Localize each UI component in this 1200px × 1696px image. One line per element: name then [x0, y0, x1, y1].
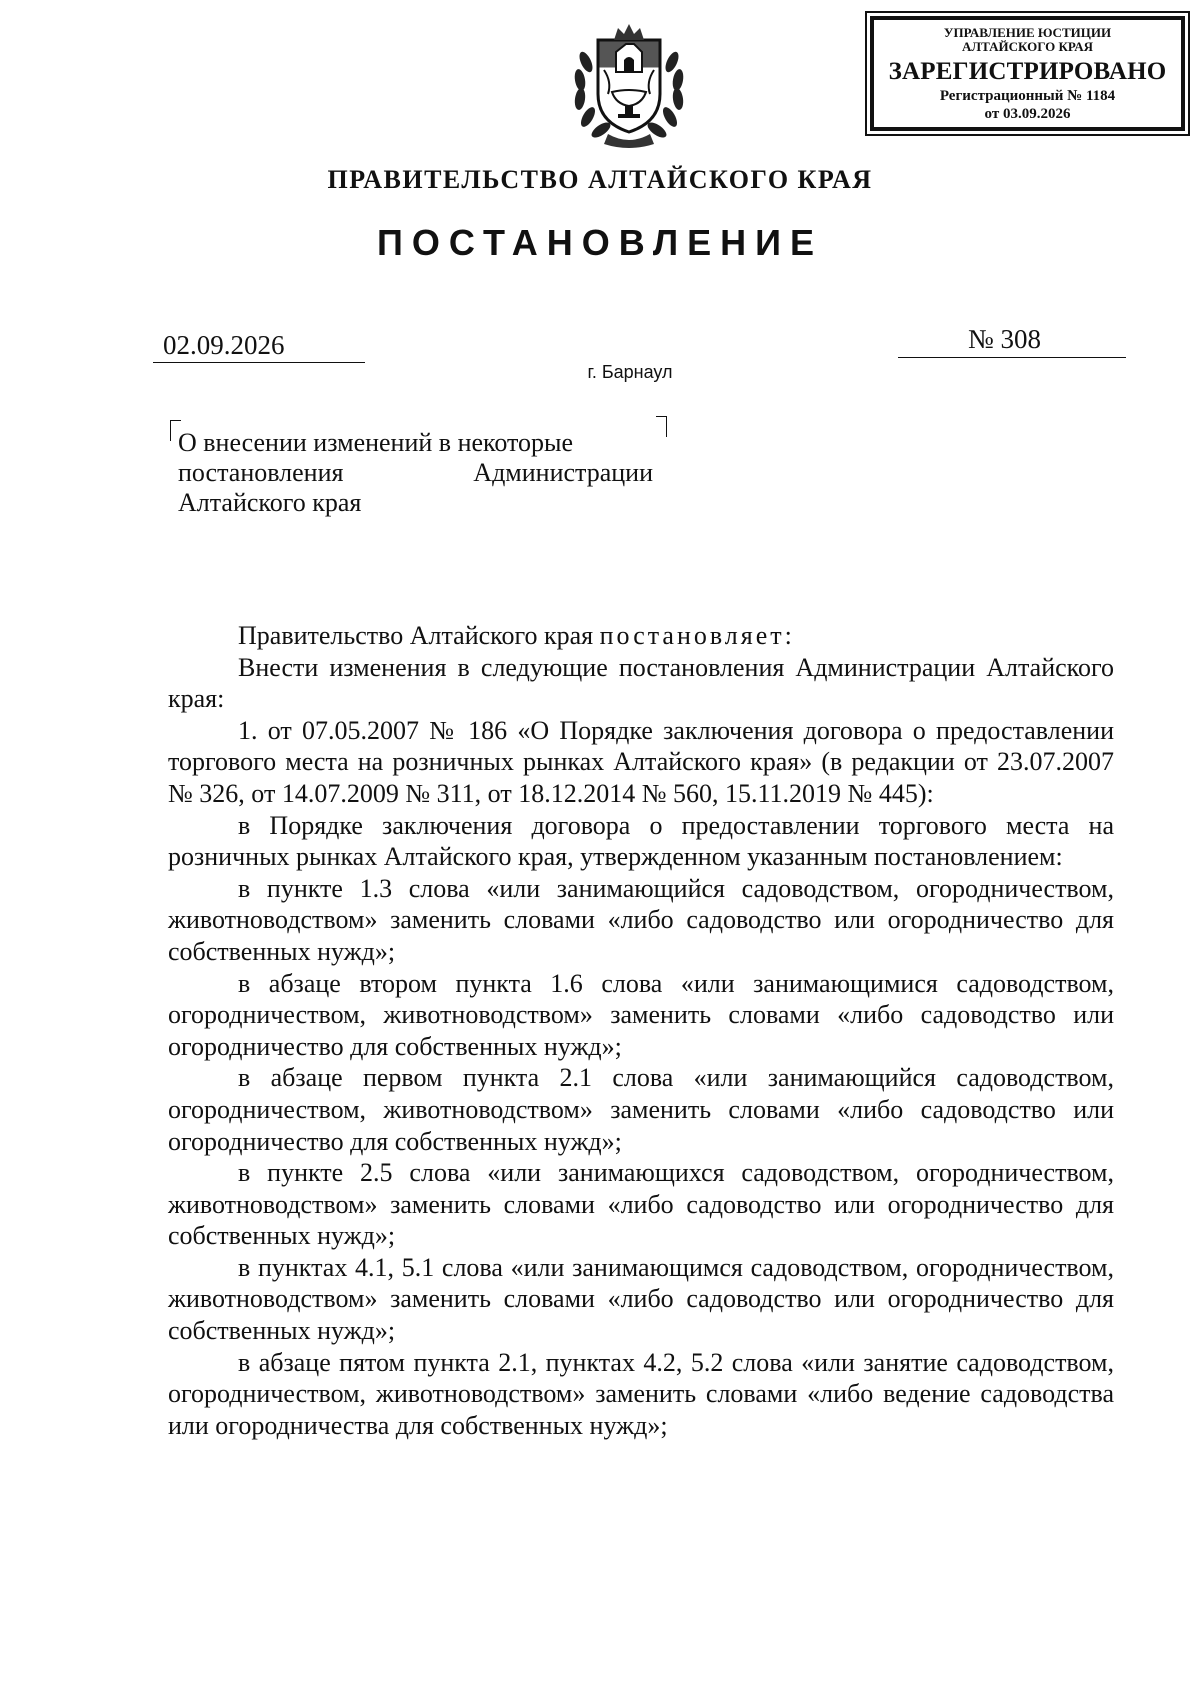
subject-corner-right [656, 416, 667, 437]
stamp-status: ЗАРЕГИСТРИРОВАНО [888, 58, 1167, 85]
subject-line: Алтайского края [178, 488, 362, 517]
body-paragraph: в Порядке заключения договора о предоставлении торгового места на розничных рынках Алтайского края, утвержденном указанным постановлением: [168, 810, 1114, 872]
stamp-authority-line1: УПРАВЛЕНИЕ ЮСТИЦИИ [943, 25, 1112, 40]
body-paragraph: в абзаце пятом пункта 2.1, пунктах 4.2, 5.2 слова «или занятие садоводством, огородничеством, животноводством» заменить словами «либо ведение садоводства или огородничества для собственных нужд»; [168, 1347, 1114, 1440]
number-underline [898, 357, 1126, 358]
subject-line: О внесении изменений в некоторые [178, 428, 574, 457]
stamp-authority-line2: АЛТАЙСКОГО КРАЯ [962, 39, 1093, 54]
body-intro [168, 620, 1114, 652]
body-paragraph: Внести изменения в следующие постановления Администрации Алтайского края: [168, 652, 1114, 714]
body-intro-verb: постановляет: [599, 621, 795, 650]
document-type-title: ПОСТАНОВЛЕНИЕ [377, 222, 823, 263]
subject-line [178, 458, 653, 488]
body-paragraph: в пункте 2.5 слова «или занимающихся садоводством, огородничеством, животноводством» заменить словами «либо садоводство или огородничество для собственных нужд»; [168, 1158, 1114, 1251]
document-subject [178, 428, 653, 518]
document-date: 02.09.2026 [163, 330, 285, 360]
subject-word: постановления [178, 458, 344, 487]
body-paragraph: в абзаце первом пункта 2.1 слова «или занимающийся садоводством, огородничеством, животноводством» заменить словами «либо садоводство или огородничество для собственных нужд»; [168, 1063, 1114, 1156]
body-paragraph: 1. от 07.05.2007 № 186 «О Порядке заключения договора о предоставлении торгового места на розничных рынках Алтайского края» (в редакции от 23.07.2007 № 326, от 14.07.2009 № 311, от 18.12.2014 № 560, 15.11.2019 № 445): [168, 715, 1114, 808]
stamp-reg-date: от 03.09.2026 [984, 106, 1071, 122]
government-title: ПРАВИТЕЛЬСТВО АЛТАЙСКОГО КРАЯ [327, 165, 873, 194]
subject-word: Администрации [473, 458, 653, 487]
coat-of-arms-emblem [568, 22, 690, 150]
body-paragraph: в пунктах 4.1, 5.1 слова «или занимающимся садоводством, огородничеством, животноводством» заменить словами «либо садоводство или огородничество для собственных нужд»; [168, 1252, 1114, 1346]
body-paragraph: в пункте 1.3 слова «или занимающийся садоводством, огородничеством, животноводством» заменить словами «либо садоводство или огородничество для собственных нужд»; [168, 873, 1114, 966]
registration-stamp [870, 16, 1185, 131]
document-body [168, 620, 1114, 1441]
body-intro-text: Правительство Алтайского края [238, 621, 600, 650]
document-number: № 308 [968, 324, 1042, 354]
stamp-reg-number: Регистрационный № 1184 [939, 88, 1116, 104]
body-paragraph: в абзаце втором пункта 1.6 слова «или занимающимися садоводством, огородничеством, животноводством» заменить словами «либо садоводство или огородничество для собственных нужд»; [168, 968, 1114, 1061]
document-city: г. Барнаул [587, 362, 673, 382]
